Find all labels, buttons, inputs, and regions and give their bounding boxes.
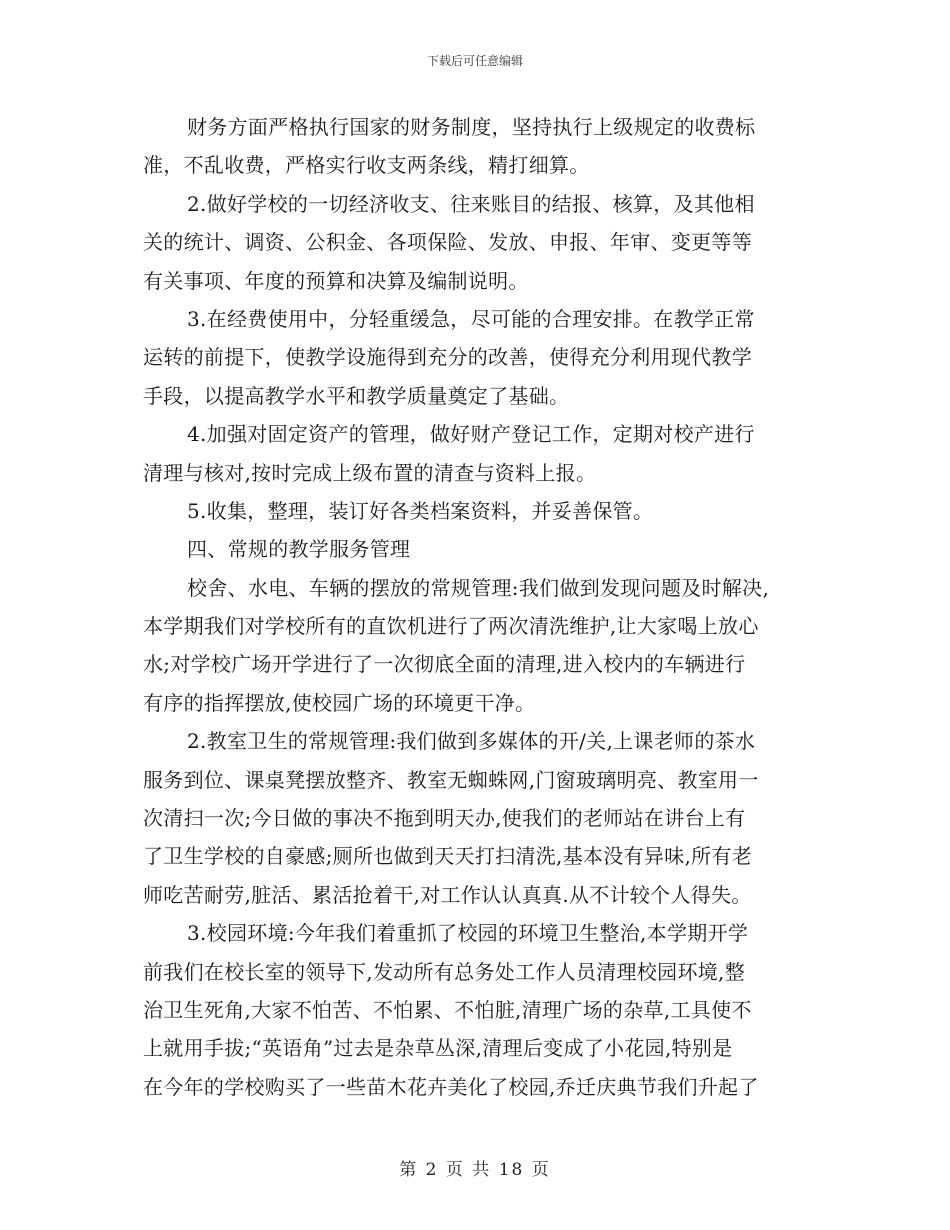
text-line: 有关事项、年度的预算和决算及编制说明。 [143,268,529,293]
text-line: 3.校园环境:今年我们着重抓了校园的环境卫生整治,本学期开学 [187,921,749,946]
text-line: 3.在经费使用中，分轻重缓急，尽可能的合理安排。在教学正常 [187,306,755,331]
text-line: 有序的指挥摆放,使校园广场的环境更干净。 [143,690,536,715]
page-header: 下载后可任意编辑 [426,54,523,68]
text-line: 手段，以提高教学水平和教学质量奠定了基础。 [143,383,570,408]
text-line: 服务到位、课桌凳摆放整齐、教室无蜘蛛网,门窗玻璃明亮、教室用一 [143,767,759,792]
text-line: 2.教室卫生的常规管理:我们做到多媒体的开/关,上课老师的茶水 [187,729,756,754]
text-line: 财务方面严格执行国家的财务制度，坚持执行上级规定的收费标 [187,115,756,139]
page-footer: 第 2 页 共 18 页 [399,1160,551,1180]
text-line: 准，不乱收费，严格实行收支两条线，精打细算。 [143,153,590,178]
text-line: 师吃苦耐劳,脏活、累活抢着干,对工作认认真真.从不计较个人得失。 [143,882,752,907]
text-line: 治卫生死角,大家不怕苦、不怕累、不怕脏,清理广场的杂草,工具使不 [143,997,752,1022]
text-line: 上就用手拔;“英语角”过去是杂草丛深,清理后变成了小花园,特别是 [143,1036,733,1061]
text-line: 前我们在校长室的领导下,发动所有总务处工作人员清理校园环境,整 [143,959,746,984]
text-line: 5.收集，整理，装订好各类档案资料，并妥善保管。 [187,498,654,523]
text-line: 在今年的学校购买了一些苗木花卉美化了校园,乔迁庆典节我们升起了 [143,1074,759,1099]
text-line: 四、常规的教学服务管理 [187,537,411,562]
text-line: 校舍、水电、车辆的摆放的常规管理:我们做到发现问题及时解决, [187,575,770,600]
text-line: 4.加强对固定资产的管理，做好财产登记工作，定期对校产进行 [187,422,755,447]
text-line: 运转的前提下，使教学设施得到充分的改善，使得充分利用现代教学 [143,345,752,370]
text-line: 本学期我们对学校所有的直饮机进行了两次清洗维护,让大家喝上放心 [143,614,759,639]
text-line: 清理与核对,按时完成上级布置的清查与资料上报。 [143,460,597,485]
text-line: 了卫生学校的自豪感;厕所也做到天天打扫清洗,基本没有异味,所有老 [143,844,753,869]
text-line: 2.做好学校的一切经济收支、往来账目的结报、核算，及其他相 [187,191,755,216]
text-line: 关的统计、调资、公积金、各项保险、发放、申报、年审、变更等等 [143,230,752,255]
document-body [143,108,803,1106]
text-line: 水;对学校广场开学进行了一次彻底全面的清理,进入校内的车辆进行 [143,652,746,677]
text-line: 次清扫一次;今日做的事决不拖到明天办,使我们的老师站在讲台上有 [143,806,746,831]
